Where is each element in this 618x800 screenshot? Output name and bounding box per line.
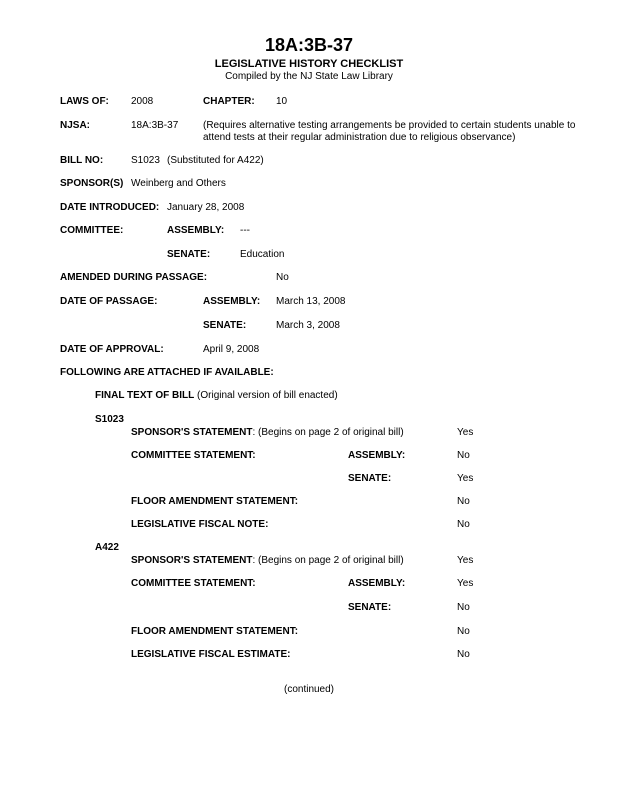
- passage-senate-value: March 3, 2008: [276, 320, 340, 331]
- committee-senate-value: Education: [240, 249, 285, 260]
- date-introduced-value: January 28, 2008: [167, 202, 245, 213]
- committee-statement-label: COMMITTEE STATEMENT:: [131, 578, 256, 589]
- committee-statement-senate-value: No: [457, 602, 470, 613]
- continued-note: (continued): [283, 684, 335, 695]
- document-title: LEGISLATIVE HISTORY CHECKLIST: [214, 58, 404, 70]
- committee-statement-senate-label: SENATE:: [348, 602, 392, 613]
- bill-no-note: (Substituted for A422): [167, 155, 264, 166]
- statute-number: 18A:3B-37: [264, 35, 354, 55]
- bill-no-label: BILL NO:: [60, 155, 104, 166]
- fiscal-value: No: [457, 519, 470, 530]
- committee-statement-label: COMMITTEE STATEMENT:: [131, 450, 256, 461]
- passage-assembly-label: ASSEMBLY:: [203, 296, 261, 307]
- committee-assembly-label: ASSEMBLY:: [167, 225, 225, 236]
- chapter-value: 10: [276, 96, 288, 107]
- sponsor-statement-note: : (Begins on page 2 of original bill): [252, 427, 404, 438]
- sponsor-statement-line: [131, 555, 404, 567]
- final-text-label: FINAL TEXT OF BILL: [95, 390, 195, 401]
- bill-id: A422: [95, 542, 119, 553]
- laws-of-value: 2008: [131, 96, 154, 107]
- floor-amendment-label: FLOOR AMENDMENT STATEMENT:: [131, 496, 299, 507]
- attached-heading: FOLLOWING ARE ATTACHED IF AVAILABLE:: [60, 367, 274, 378]
- sponsor-statement-value: Yes: [457, 555, 474, 566]
- final-text-note: (Original version of bill enacted): [197, 390, 338, 401]
- final-text-line: [95, 390, 338, 402]
- committee-statement-assembly-label: ASSEMBLY:: [348, 450, 406, 461]
- committee-statement-senate-label: SENATE:: [348, 473, 392, 484]
- amended-value: No: [276, 272, 289, 283]
- approval-value: April 9, 2008: [203, 344, 260, 355]
- amended-label: AMENDED DURING PASSAGE:: [60, 272, 208, 283]
- sponsor-statement-note: : (Begins on page 2 of original bill): [252, 555, 404, 566]
- sponsor-statement-label: SPONSOR'S STATEMENT: [131, 555, 253, 566]
- compiled-by: Compiled by the NJ State Law Library: [225, 71, 393, 82]
- njsa-label: NJSA:: [60, 120, 91, 131]
- floor-amendment-label: FLOOR AMENDMENT STATEMENT:: [131, 626, 299, 637]
- njsa-description: (Requires alternative testing arrangements be provided to certain students unable to attend tests at their regular administration due to religious observance): [203, 120, 576, 143]
- fiscal-label: LEGISLATIVE FISCAL ESTIMATE:: [131, 649, 291, 660]
- committee-label: COMMITTEE:: [60, 225, 124, 236]
- laws-of-label: LAWS OF:: [60, 96, 109, 107]
- committee-senate-label: SENATE:: [167, 249, 211, 260]
- chapter-label: CHAPTER:: [203, 96, 255, 107]
- bill-id: S1023: [95, 414, 124, 425]
- committee-statement-assembly-value: No: [457, 450, 470, 461]
- sponsor-statement-line: [131, 427, 404, 439]
- floor-amendment-value: No: [457, 496, 470, 507]
- bill-no-value: S1023: [131, 155, 160, 166]
- committee-statement-senate-value: Yes: [457, 473, 474, 484]
- fiscal-value: No: [457, 649, 470, 660]
- committee-statement-assembly-label: ASSEMBLY:: [348, 578, 406, 589]
- committee-statement-assembly-value: Yes: [457, 578, 474, 589]
- passage-senate-label: SENATE:: [203, 320, 247, 331]
- passage-assembly-value: March 13, 2008: [276, 296, 346, 307]
- sponsor-statement-value: Yes: [457, 427, 474, 438]
- fiscal-label: LEGISLATIVE FISCAL NOTE:: [131, 519, 269, 530]
- committee-assembly-value: ---: [240, 225, 250, 236]
- passage-label: DATE OF PASSAGE:: [60, 296, 158, 307]
- sponsor-statement-label: SPONSOR'S STATEMENT: [131, 427, 253, 438]
- sponsors-value: Weinberg and Others: [131, 178, 226, 189]
- sponsors-label: SPONSOR(S): [60, 178, 124, 189]
- date-introduced-label: DATE INTRODUCED:: [60, 202, 160, 213]
- njsa-value: 18A:3B-37: [131, 120, 179, 131]
- floor-amendment-value: No: [457, 626, 470, 637]
- approval-label: DATE OF APPROVAL:: [60, 344, 164, 355]
